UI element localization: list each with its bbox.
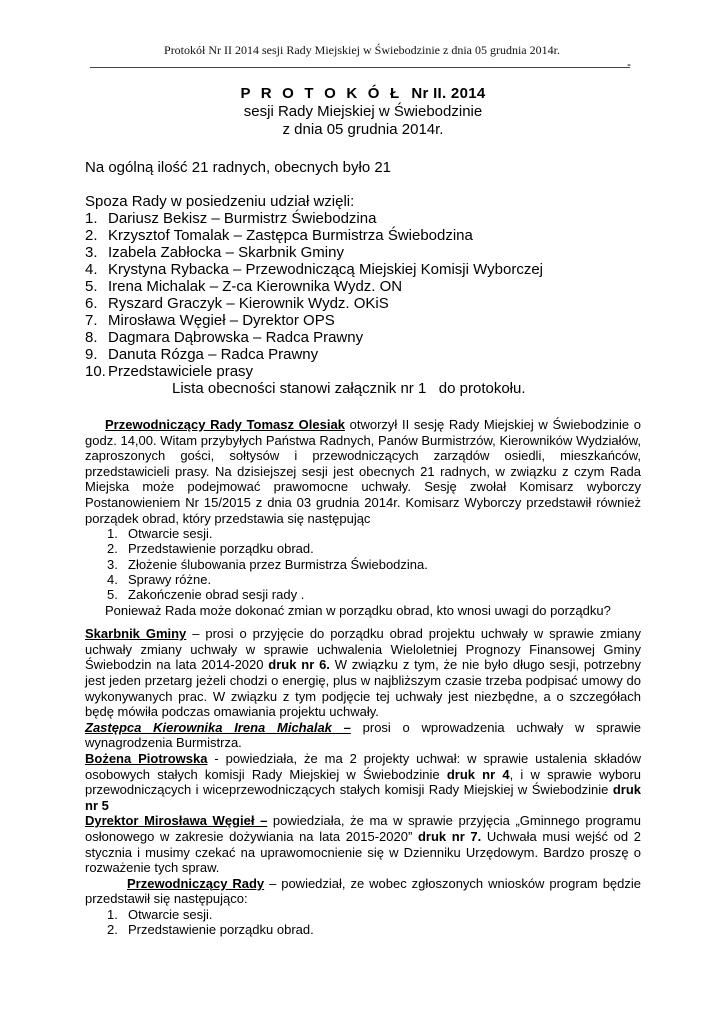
list-item-text: Krystyna Rybacka – Przewodniczącą Miejskiej Komisji Wyborczej [108,261,544,278]
title-date: z dnia 05 grudnia 2014r. [282,121,444,138]
list-item-text: Sprawy różne. [128,572,212,588]
list-item-number: 10. [85,363,106,380]
list-item-number: 2. [85,227,98,244]
piotrowska-druk4: druk nr 4 [446,766,510,782]
piotrowska-motion: Bożena Piotrowska - powiedziała, że ma 2 projekty uchwał: w sprawie ustalenia składów osobowych stałych komisji Rady Miejskiej w Świebodzinie druk nr 4, i w sprawie wyboru przewodniczących i wiceprzewodniczących stałych komisji Rady Miejskiej w Świebodzinie druk nr 5 [85,750,642,813]
agenda-question: Ponieważ Rada może dokonać zmian w porządku obrad, kto wnosi uwagi do porządku? [105,602,611,618]
skarbnik-motion: Skarbnik Gminy – prosi o przyjęcie do porządku obrad projektu uchwały w sprawie zmiany uchwały zmiany uchwały w sprawie uchwalenia Wieloletniej Prognozy Finansowej Gminy Świebodzin na lata 2014-2020 druk nr 6. W związku z tym, że nie było długo sesji, potrzebny jest jeden przetarg jeżeli chodzi o energię, plus w najbliższym czasie trzeba podpisać umowy do wykonywanych prac. W związku z tym podjęcie tej uchwały jest niezbędne, a o szczegółach będę mówiła podczas omawiania projektu uchwały. [85,626,641,720]
title-number: Nr II. 2014 [402,85,486,102]
opening-paragraph [85,417,641,526]
list-item-text: Ryszard Graczyk – Kierownik Wydz. OKiS [108,295,389,312]
list-item [107,907,641,922]
list-item-number: 7. [85,312,98,329]
list-item-text: Dariusz Bekisz – Burmistrz Świebodzina [108,210,377,227]
list-item-number: 2. [107,922,118,938]
attachment-note: Lista obecności stanowi załącznik nr 1 do protokołu. [172,380,526,397]
michalak-motion: Zastępca Kierownika Irena Michalak – prosi o wprowadzenia uchwały w sprawie wynagrodzenia Burmistrza. [85,719,641,751]
piotrowska-speaker: Bożena Piotrowska [85,750,208,766]
list-item-text: Izabela Zabłocka – Skarbnik Gminy [108,244,344,261]
opening-speaker: Przewodniczący Rady Tomasz Olesiak [105,417,345,432]
skarbnik-druk: druk nr 6. [268,657,330,673]
list-item-number: 4. [85,261,98,278]
list-item-text: Dagmara Dąbrowska – Radca Prawny [108,329,364,346]
list-item [107,541,641,556]
list-item [107,557,641,572]
list-item-text: Złożenie ślubowania przez Burmistrza Świebodzina. [128,556,428,572]
michalak-speaker: Zastępca Kierownika Irena Michalak – [85,719,351,735]
list-item-number: 6. [85,295,98,312]
list-item-number: 5. [85,278,98,295]
attendance-line: Na ogólną ilość 21 radnych, obecnych było 21 [85,159,392,176]
title-session: sesji Rady Miejskiej w Świebodzinie [243,103,483,120]
guests-intro: Spoza Rady w posiedzeniu udział wzięli: [85,193,355,210]
running-header: Protokół Nr II 2014 sesji Rady Miejskiej w Świebodzinie z dnia 05 grudnia 2014r. [164,43,560,57]
program-paragraph: Przewodniczący Rady – powiedział, ze wobec zgłoszonych wniosków program będzie przedstawił się następująco: [85,875,641,907]
list-item-text: Irena Michalak – Z-ca Kierownika Wydz. ON [108,278,403,295]
piotrowska-druk5: druk nr 5 [85,782,641,813]
program-speaker: Przewodniczący Rady [127,875,265,891]
list-item-number: 1. [85,210,98,227]
list-item-text: Otwarcie sesji. [128,526,213,542]
list-item-text: Krzysztof Tomalak – Zastępca Burmistrza Świebodzina [108,227,473,244]
guests-list [85,210,641,380]
list-item [85,210,641,227]
wegiel-motion: Dyrektor Mirosława Węgieł – powiedziała, że ma w sprawie przyjęcia „Gminnego programu osłonowego w zakresie dożywiania na lata 2015-2020” druk nr 7. Uchwała musi wejść od 2 stycznia i musimy czekać na uprawomocnienie się w Dzienniku Urzędowym. Bardzo proszę o rozważenie tych spraw. [85,813,642,876]
agenda-list [85,526,641,602]
list-item [85,295,641,312]
wegiel-druk: druk nr 7. [417,828,482,844]
list-item [107,526,641,541]
list-item [107,922,641,937]
list-item [85,278,641,295]
list-item-number: 2. [107,541,118,557]
program-list [85,907,641,938]
document-title [85,84,641,139]
list-item-text: Przedstawiciele prasy [108,363,254,380]
header-rule [90,67,630,68]
list-item-number: 3. [85,244,98,261]
list-item-text: Zakończenie obrad sesji rady . [128,587,305,603]
list-item-number: 5. [107,587,118,603]
list-item [85,227,641,244]
list-item-number: 9. [85,346,98,363]
list-item-number: 8. [85,329,98,346]
list-item [85,329,641,346]
list-item [85,244,641,261]
list-item [107,572,641,587]
list-item-text: Przedstawienie porządku obrad. [128,541,314,557]
opening-text: otworzył II sesję Rady Miejskiej w Świebodzinie o godz. 14,00. Witam przybyłych Państwa Radnych, Panów Burmistrzów, Kierowników Wydziałów, zaproszonych gości, sołtysów i przewodniczących zarządów osiedli, mieszkańców, przedstawicieli prasy. Na dzisiejszej sesji jest obecnych 21 radnych, w związku z czym Rada Miejska może podejmować prawomocne uchwały. Sesję zwołał Komisarz wyborczy Postanowieniem Nr 15/2015 z dnia 03 grudnia 2014r. Komisarz Wyborczy przedstawił również porządek obrad, który przedstawia się następując [85,417,641,526]
list-item-text: Przedstawienie porządku obrad. [128,922,314,938]
list-item-number: 1. [107,906,118,922]
page-marker: - [627,57,631,71]
skarbnik-speaker: Skarbnik Gminy [85,626,187,642]
list-item-number: 4. [107,572,118,588]
list-item [85,363,641,380]
list-item [107,587,641,602]
list-item [85,346,641,363]
list-item-number: 1. [107,526,118,542]
list-item-number: 3. [107,556,118,572]
list-item [85,312,641,329]
list-item-text: Danuta Rózga – Radca Prawny [108,346,319,363]
title-protokol: P R O T O K Ó Ł [240,85,403,102]
list-item-text: Otwarcie sesji. [128,906,213,922]
list-item [85,261,641,278]
document-body [85,82,641,938]
list-item-text: Mirosława Węgieł – Dyrektor OPS [108,312,335,329]
wegiel-speaker: Dyrektor Mirosława Węgieł – [85,813,268,829]
